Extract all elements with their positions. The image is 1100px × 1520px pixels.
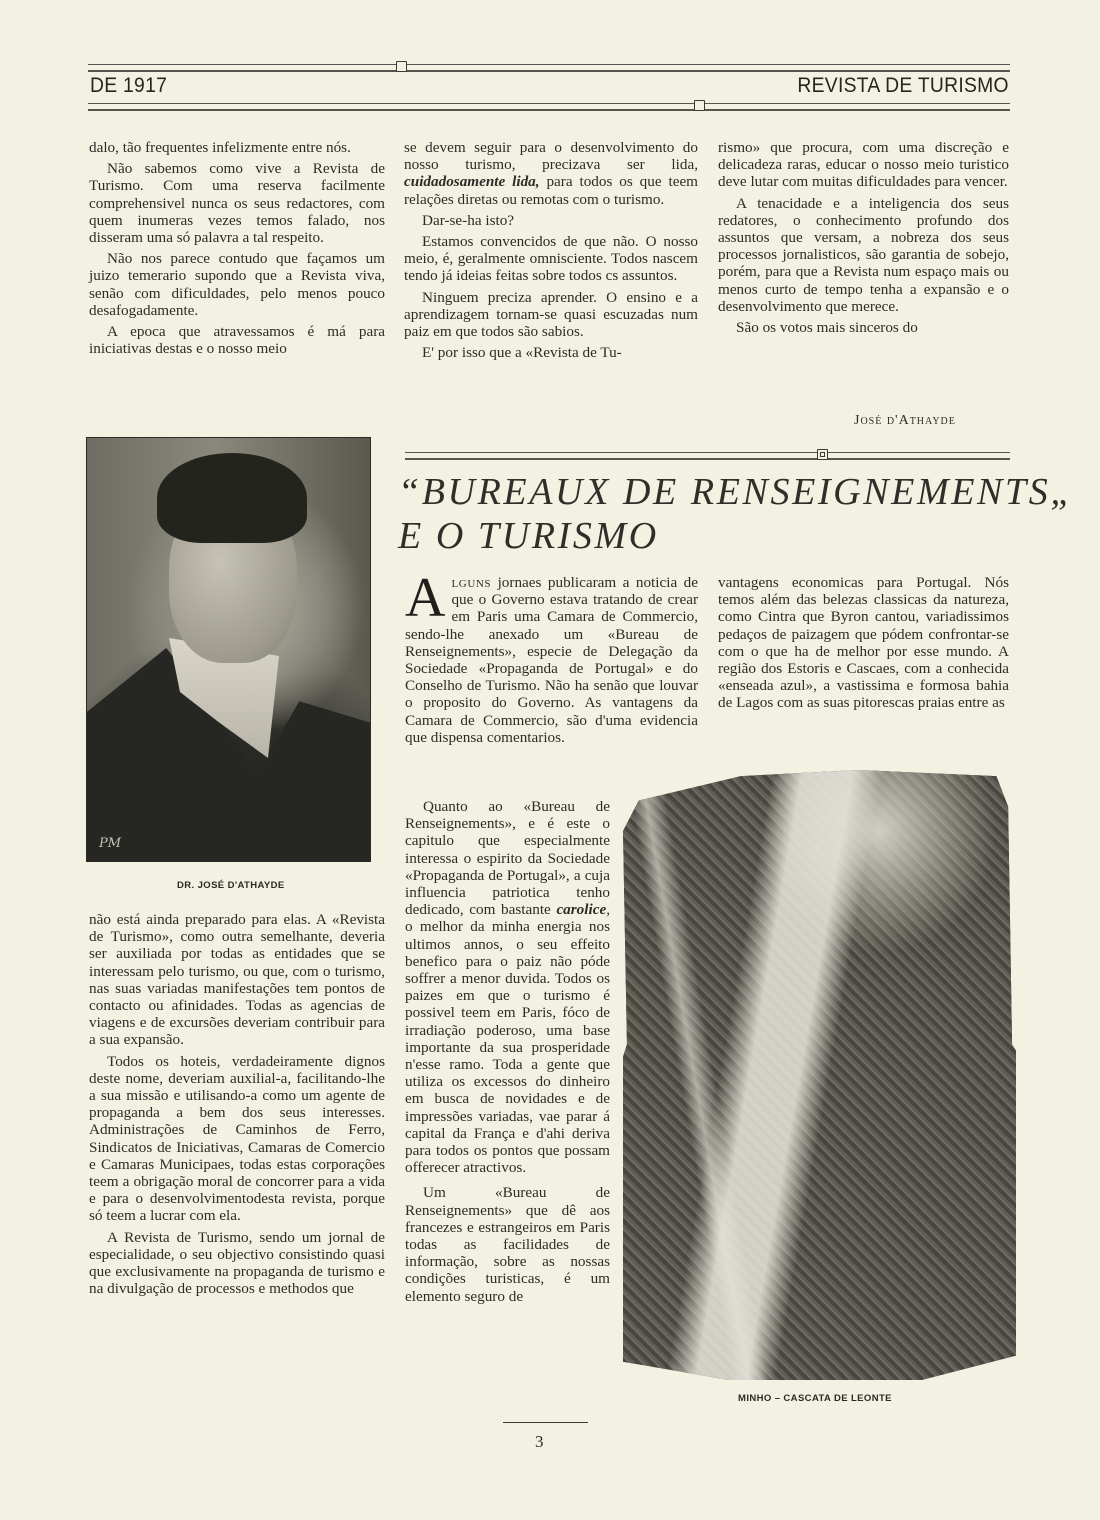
paragraph: Estamos convencidos de que não. O nosso meio, é, geralmente omnisciente. Todos nascem tendo já ideias feitas sobre todos cs assuntos. — [404, 233, 698, 285]
ornament-square-icon — [694, 100, 705, 111]
article-column-right — [718, 574, 1009, 716]
ornament-square-icon — [817, 449, 828, 460]
paragraph: A Revista de Turismo, sendo um jornal de especialidade, o seu objectivo consistindo quasi que exclusivamente na propaganda de turismo e na divulgação de processos e methodos que — [89, 1228, 385, 1298]
letter-column-1-continued — [89, 911, 385, 1301]
paragraph: Não nos parece contudo que façamos um juizo temerario supondo que a Revista viva, senão com dificuldades, pelo menos pouco desafogadamente. — [89, 250, 385, 319]
paragraph: não está ainda preparado para elas. A «Revista de Turismo», como outra semelhante, deveria ser auxiliada por todas as entidades que se interessam pelo turismo, ou que, com o turismo, nas suas variadas manifestações tem pontos de contacto ou afinidades. Todas as agencias de viagens e de excursões deveriam contribuir para a sua expansão. — [89, 911, 385, 1049]
paragraph: Alguns jornaes publicaram a noticia de que o Governo estava tratando de crear em Paris uma Camara de Commercio, sendo-lhe anexado um «Bureau de Renseignements», especie de Delegação da Sociedade «Propaganda de Portugal» e do Conselho de Turismo. Não ha senão que louvar o proposito do Governo. As vantagens da Camara de Commercio, são d'uma evidencia que dispensa comentarios. — [405, 567, 698, 746]
article-divider-rule — [405, 452, 1010, 460]
article-title — [398, 470, 1074, 558]
emphasis: cuidadosamente lida, — [404, 173, 540, 191]
letter-column-2 — [404, 139, 698, 365]
paragraph: A epoca que atravessamos é má para iniciativas destas e o nosso meio — [89, 323, 385, 358]
header-rule-top — [88, 64, 1010, 72]
letter-signature: José d'Athayde — [854, 413, 956, 428]
portrait-photo — [86, 437, 371, 862]
paragraph: Todos os hoteis, verdadeiramente dignos deste nome, deveriam auxilial-a, facilitando-lhe a sua missão e utilisando-a como um agente de propaganda a bem dos seus interesses. Administrações de Caminhos de Ferro, Sindicatos de Iniciativas, Camaras de Comercio e Camaras Municipaes, todas estas corporações teem a obrigação moral de concorrer para a vida e para o desenvolvimentodesta revista, porque só teem a lucrar com ela. — [89, 1052, 385, 1225]
paragraph: Um «Bureau de Renseignements» que dê aos francezes e estrangeiros em Paris todas as facilidades de informação, sobre as nossas condições turisticas, é um elemento seguro de — [405, 1184, 610, 1305]
paragraph: Ninguem preciza aprender. O ensino e a aprendizagem tornam-se quasi escuzadas num paiz em que todos são sabios. — [404, 288, 698, 341]
paragraph: dalo, tão frequentes infelizmente entre nós. — [89, 139, 351, 156]
article-column-left — [405, 567, 698, 752]
paragraph: Quanto ao «Bureau de Renseignements», e é este o capitulo que especialmente interessa o espirito da Sociedade «Propaganda de Portugal», a cuja influencia patriotica tenho dedicado, com bastante carolice, o melhor da minha energia nos ultimos annos, o seu effeito benefico para o paiz não póde soffrer a menor duvida. Todos os paizes em que o turismo é possivel teem em Paris, fóco de irradiação poderoso, uma base importante da sua prosperidade n'esse ramo. Toda a gente que utiliza os excessos do dinheiro em busca de novidades e de impressões variadas, vae parar á capital da França e d'ahi deriva para todos os pontos que possam offerecer atractivos. — [405, 798, 610, 1177]
article-title-line-1: “BUREAUX DE RENSEIGNEMENTS„ — [398, 471, 1075, 513]
paragraph: rismo» que procura, com uma discreção e delicadeza raras, educar o nosso meio turistico deve lutar com muitas dificuldades para vencer. — [718, 139, 1009, 191]
paragraph: E' por isso que a «Revista de Tu- — [422, 344, 622, 362]
page-number: 3 — [535, 1432, 544, 1451]
photographer-monogram: PM — [99, 836, 122, 851]
waterfall-caption: MINHO – CASCATA DE LEONTE — [738, 1393, 892, 1404]
emphasis: carolice — [556, 901, 607, 919]
waterfall-photo — [623, 770, 1016, 1380]
running-head-title: REVISTA DE TURISMO — [797, 74, 1009, 97]
footer-rule — [503, 1422, 588, 1423]
letter-column-3 — [718, 139, 1009, 340]
paragraph: vantagens economicas para Portugal. Nós temos além das belezas classicas da natureza, como Cintra que Byron cantou, variadissimos pedaços de paizagem que pódem confrontar-se com o que ha de melhor por esse mundo. A região dos Estoris e Cascaes, com a conhecida «enseada azul», a vastissima e formosa bahia de Lagos com as suas pitorescas praias entre as — [718, 574, 1009, 712]
paragraph: Não sabemos como vive a Revista de Turismo. Com uma reserva facilmente comprehensivel nunca os seus redactores, com quem inumeras vezes temos falado, nos disseram uma só palavra a tal respeito. — [89, 160, 385, 247]
portrait-caption: DR. JOSÉ D'ATHAYDE — [177, 880, 285, 891]
article-column-left-narrow — [405, 798, 610, 1309]
drop-cap: A — [405, 567, 446, 629]
paragraph: se devem seguir para o desenvolvimento do nosso turismo, precizava ser lida, cuidadosamente lida, para todos os que teem relações diretas ou remotas com o turismo. — [404, 139, 698, 208]
header-rule-bottom — [88, 103, 1010, 111]
paragraph: A tenacidade e a inteligencia dos seus redatores, o conhecimento profundo dos assuntos que versam, a nobreza dos seus processos jornalisticos, são garantia de sobejo, porém, para que a Revista num espaço mais ou menos curto de tempo tenha a expansão e o desenvolvimento que merece. — [718, 194, 1009, 315]
paragraph: Dar-se-ha isto? — [422, 211, 515, 229]
article-title-line-2: E O TURISMO — [398, 515, 659, 557]
paragraph: São os votos mais sinceros do — [736, 319, 918, 337]
letter-column-1 — [89, 139, 385, 361]
ornament-square-icon — [396, 61, 407, 72]
running-head-date: DE 1917 — [90, 74, 168, 97]
